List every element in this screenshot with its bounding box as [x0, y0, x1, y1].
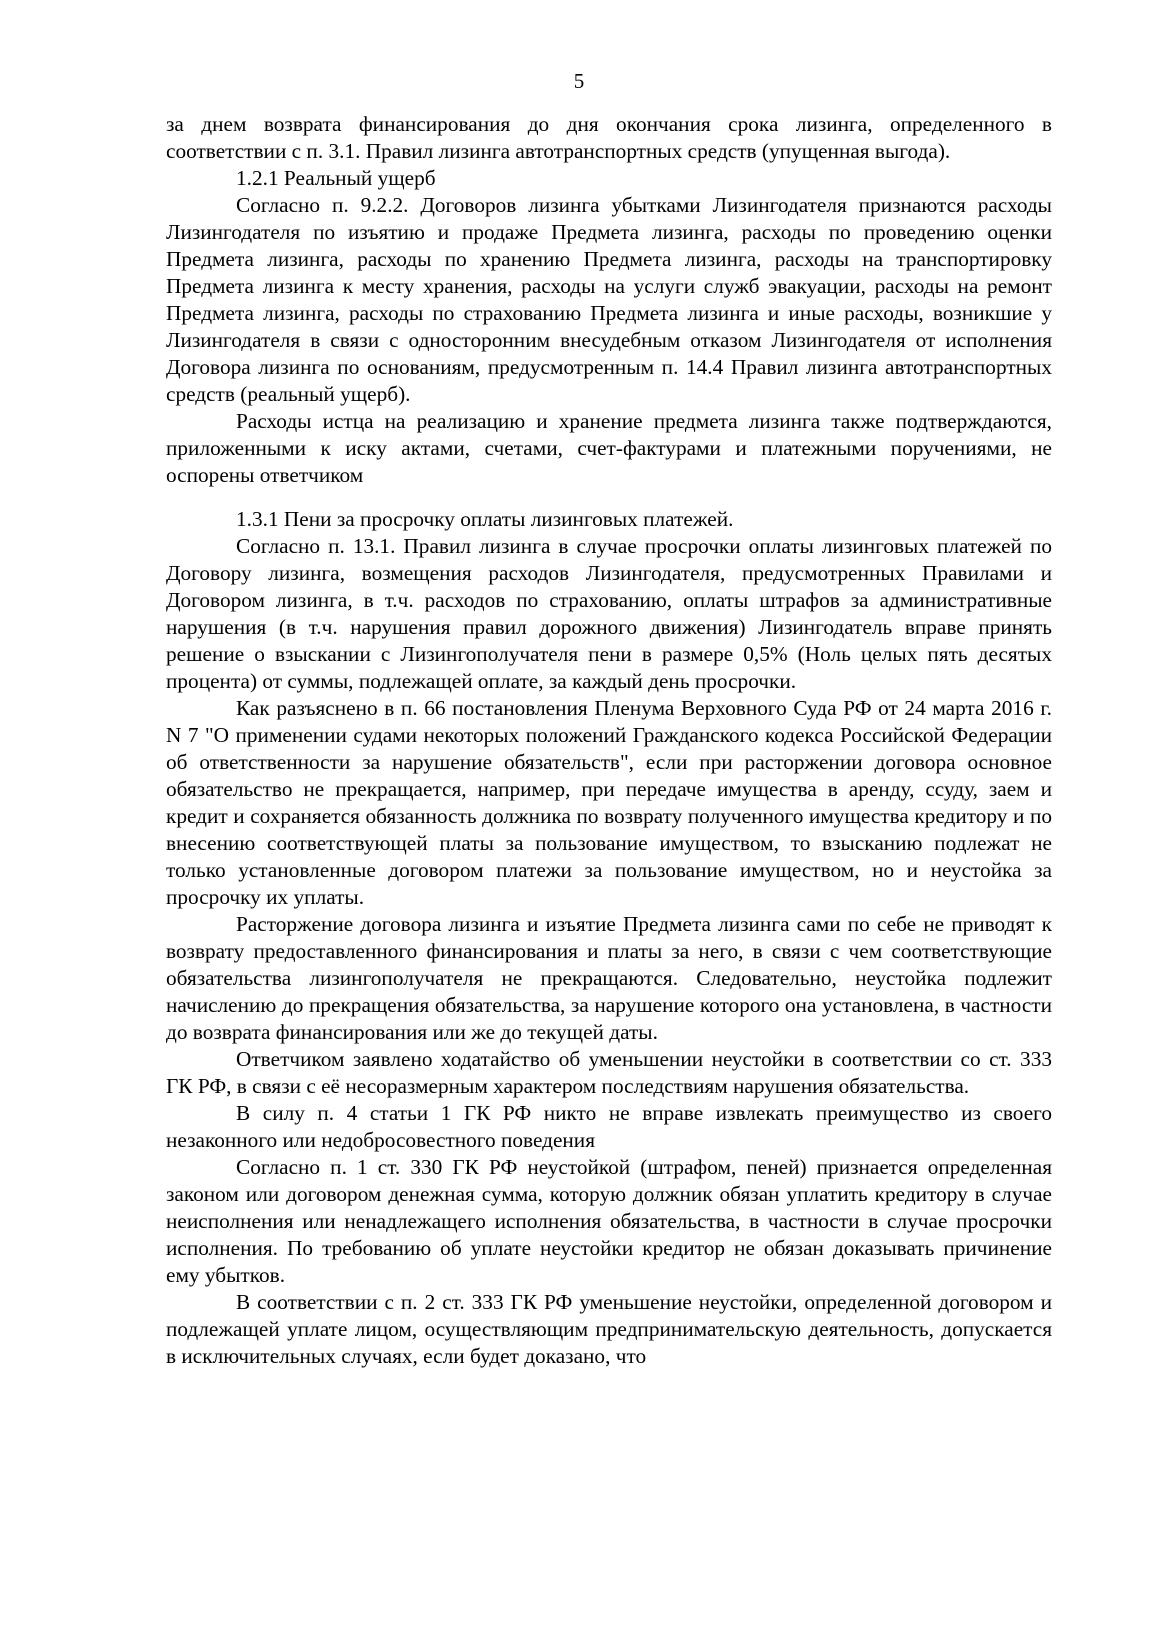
- paragraph-gap: [166, 489, 1052, 506]
- paragraph-expenses: Расходы истца на реализацию и хранение предмета лизинга также подтверждаются, приложенными к иску актами, счетами, счет-фактурами и платежными поручениями, не оспорены ответчиком: [166, 409, 1052, 487]
- page-number: 5: [573, 69, 585, 93]
- paragraph-termination: Расторжение договора лизинга и изъятие Предмета лизинга сами по себе не приводят к возврату предоставленного финансирования и платы за него, в связи с чем соответствующие обязательства лизингополучателя не прекращаются. Следовательно, неустойка подлежит начислению до прекращения обязательства, за нарушение которого она установлена, в частности до возврата финансирования или же до текущей даты.: [166, 912, 1052, 1044]
- paragraph-petition: Ответчиком заявлено ходатайство об уменьшении неустойки в соответствии со ст. 333 ГК РФ, в связи с её несоразмерным характером последствиям нарушения обязательства.: [166, 1047, 1052, 1098]
- paragraph-penalty-rule: Согласно п. 13.1. Правил лизинга в случае просрочки оплаты лизинговых платежей по Договору лизинга, возмещения расходов Лизингодателя, предусмотренных Правилами и Договором лизинга, в т.ч. расходов по страхованию, оплаты штрафов за административные нарушения (в т.ч. нарушения правил дорожного движения) Лизингодатель вправе принять решение о взыскании с Лизингополучателя пени в размере 0,5% (Ноль целых пять десятых процента) от суммы, подлежащей оплате, за каждый день просрочки.: [166, 534, 1052, 693]
- paragraph-continuation: за днем возврата финансирования до дня окончания срока лизинга, определенного в соответствии с п. 3.1. Правил лизинга автотранспортных средств (упущенная выгода).: [166, 112, 1052, 163]
- document-body: [166, 111, 1052, 1370]
- paragraph-good-faith: В силу п. 4 статьи 1 ГК РФ никто не вправе извлекать преимущество из своего незаконного или недобросовестного поведения: [166, 1101, 1052, 1152]
- heading-penalties: 1.3.1 Пени за просрочку оплаты лизинговых платежей.: [236, 507, 734, 531]
- paragraph-reduction: В соответствии с п. 2 ст. 333 ГК РФ уменьшение неустойки, определенной договором и подлежащей уплате лицом, осуществляющим предпринимательскую деятельность, допускается в исключительных случаях, если будет доказано, что: [166, 1290, 1052, 1368]
- paragraph-plenum: Как разъяснено в п. 66 постановления Пленума Верховного Суда РФ от 24 марта 2016 г. N 7 "О применении судами некоторых положений Гражданского кодекса Российской Федерации об ответственности за нарушение обязательств", если при расторжении договора основное обязательство не прекращается, например, при передаче имущества в аренду, ссуду, заем и кредит и сохраняется обязанность должника по возврату полученного имущества кредитору и по внесению соответствующей платы за пользование имуществом, то взысканию подлежат не только установленные договором платежи за пользование имуществом, но и неустойка за просрочку их уплаты.: [166, 696, 1052, 909]
- paragraph-penalty-definition: Согласно п. 1 ст. 330 ГК РФ неустойкой (штрафом, пеней) признается определенная законом или договором денежная сумма, которую должник обязан уплатить кредитору в случае неисполнения или ненадлежащего исполнения обязательства, в частности в случае просрочки исполнения. По требованию об уплате неустойки кредитор не обязан доказывать причинение ему убытков.: [166, 1155, 1052, 1287]
- paragraph-losses: Согласно п. 9.2.2. Договоров лизинга убытками Лизингодателя признаются расходы Лизингодателя по изъятию и продаже Предмета лизинга, расходы по проведению оценки Предмета лизинга, расходы по хранению Предмета лизинга, расходы на транспортировку Предмета лизинга к месту хранения, расходы на услуги служб эвакуации, расходы на ремонт Предмета лизинга, расходы по страхованию Предмета лизинга и иные расходы, возникшие у Лизингодателя в связи с односторонним внесудебным отказом Лизингодателя от исполнения Договора лизинга по основаниям, предусмотренным п. 14.4 Правил лизинга автотранспортных средств (реальный ущерб).: [166, 193, 1052, 406]
- heading-real-damage: 1.2.1 Реальный ущерб: [236, 166, 436, 190]
